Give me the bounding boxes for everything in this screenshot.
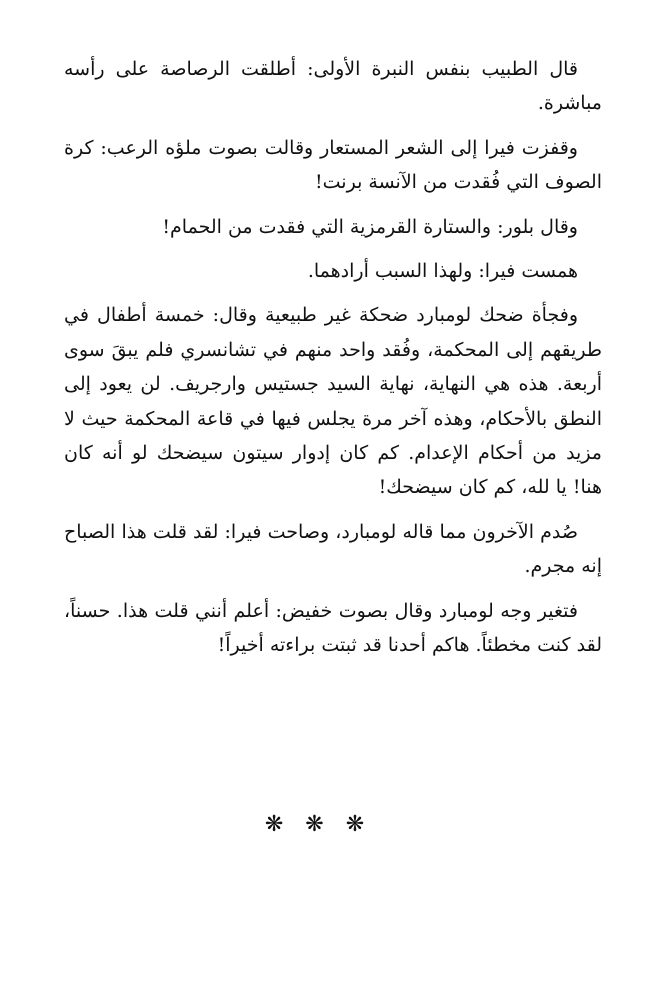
page-body — [64, 52, 602, 673]
paragraph-6: صُدم الآخرون مما قاله لومبارد، وصاحت فيرا: لقد قلت هذا الصباح إنه مجرم. — [64, 520, 602, 578]
paragraph-7: فتغير وجه لومبارد وقال بصوت خفيض: أعلم أنني قلت هذا. حسناً، لقد كنت مخطئاً. هاكم أحدنا قد ثبتت براءته أخيراً! — [64, 599, 602, 657]
section-break-ornament: ❋❋❋ — [264, 812, 387, 837]
paragraph-4: همست فيرا: ولهذا السبب أرادهما. — [307, 260, 578, 283]
paragraph-2: وقفزت فيرا إلى الشعر المستعار وقالت بصوت ملؤه الرعب: كرة الصوف التي فُقدت من الآنسة برنت! — [64, 136, 602, 194]
paragraph-3: وقال بلور: والستارة القرمزية التي فقدت من الحمام! — [162, 215, 578, 238]
paragraph-1: قال الطبيب بنفس النبرة الأولى: أطلقت الرصاصة على رأسه مباشرة. — [64, 58, 602, 115]
paragraph-5: وفجأة ضحك لومبارد ضحكة غير طبيعية وقال: خمسة أطفال في طريقهم إلى المحكمة، وفُقد واحد منهم في تشانسري فلم يبقَ سوى أربعة. هذه هي النهاية، نهاية السيد جستيس وارجريف. لن يعود إلى النطق بالأحكام، وهذه آخر مرة يجلس فيها في قاعة المحكمة حيث لا مزيد من أحكام الإعدام. كم كان إدوار سيتون سيضحك لو أنه كان هنا! يا لله، كم كان سيضحك! — [64, 304, 602, 499]
